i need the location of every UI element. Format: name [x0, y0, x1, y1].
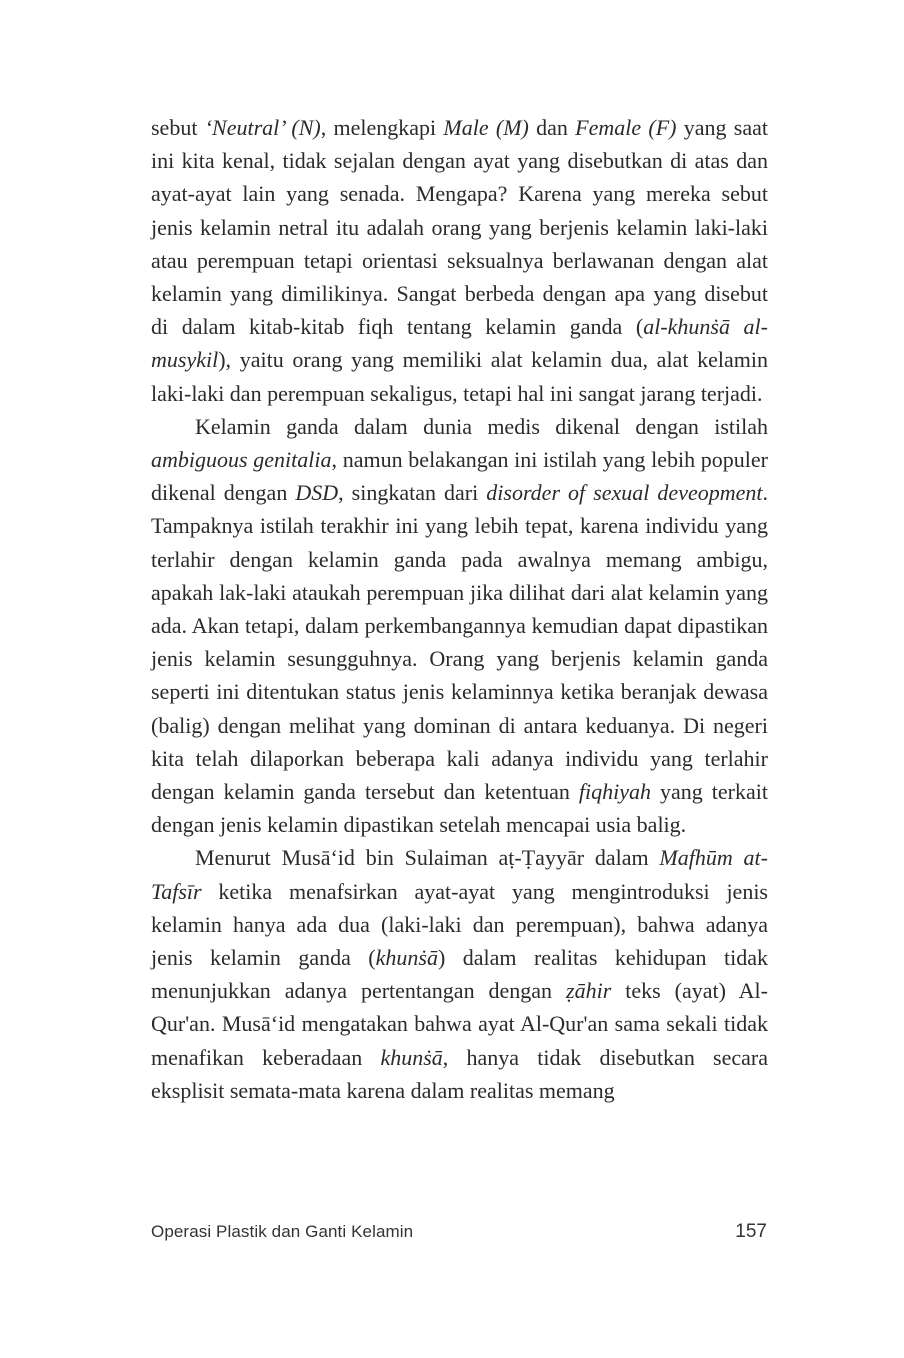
text-run: , singkatan dari: [338, 480, 487, 506]
italic-term: Mafhūm at-Tafsīr: [151, 845, 768, 904]
italic-term: Female (F): [575, 115, 677, 140]
running-footer-title: Operasi Plastik dan Ganti Kelamin: [151, 1222, 414, 1241]
italic-term: Male (M): [443, 115, 529, 140]
italic-term: ẓāhir: [566, 978, 612, 1004]
text-run: yang saat ini kita kenal, tidak sejalan dengan ayat yang disebutkan di atas dan ayat-ayat lain yang senada. Mengapa? Karena yang mereka sebut jenis kelamin netral itu adalah orang yang berjenis kelamin laki-laki atau perempuan tetapi orientasi seksualnya berlawanan dengan alat kelamin yang dimilikinya. Sangat berbeda dengan apa yang disebut di dalam kitab-kitab fiqh tentang kelamin ganda (: [151, 115, 768, 340]
page-number: 157: [735, 1221, 767, 1242]
italic-term: khunṡā: [375, 945, 438, 971]
text-run: ), yaitu orang yang memiliki alat kelamin dua, alat kelamin laki-laki dan perempuan sekaligus, tetapi hal ini sangat jarang terjadi.: [151, 347, 768, 406]
text-run: ketika menafsirkan ayat-ayat yang mengintroduksi jenis kelamin hanya ada dua (laki-laki dan perempuan), bahwa adanya jenis kelamin ganda (: [151, 878, 768, 971]
text-run: Menurut Musā‘id bin Sulaiman aṭ-Ṭayyār dalam: [195, 845, 660, 871]
paragraph-2: [151, 410, 768, 842]
italic-term: fiqhiyah: [578, 779, 652, 805]
text-run: dan: [528, 115, 576, 140]
body-text: [151, 111, 768, 1107]
text-run: . Tampaknya istilah terakhir ini yang lebih tepat, karena individu yang terlahir dengan kelamin ganda pada awalnya memang ambigu, apakah lak-laki ataukah perempuan jika dilihat dari alat kelamin yang ada. Akan tetapi, dalam perkembangannya kemudian dapat dipastikan jenis kelamin sesungguhnya. Orang yang berjenis kelamin ganda seperti ini ditentukan status jenis kelaminnya ketika beranjak dewasa (balig) dengan melihat yang dominan di antara keduanya. Di negeri kita telah dilaporkan beberapa kali adanya individu yang terlahir dengan kelamin ganda tersebut dan ketentuan: [151, 480, 768, 805]
text-run: Kelamin ganda dalam dunia medis dikenal dengan istilah: [195, 413, 768, 439]
text-run: sebut: [151, 115, 205, 140]
italic-term: khunṡā: [380, 1044, 443, 1070]
text-run: teks (ayat) Al-Qur'an. Musā‘id mengatakan bahwa ayat Al-Qur'an sama sekali tidak menafikan keberadaan: [151, 978, 768, 1070]
italic-term: al-khunṡā al-musykil: [151, 314, 768, 373]
italic-term: DSD: [295, 480, 339, 506]
italic-term: ‘Neutral’ (N): [204, 115, 321, 140]
paragraph-3: [151, 841, 768, 1107]
italic-term: disorder of sexual deveopment: [486, 480, 763, 506]
text-run: ) dalam realitas kehidupan tidak menunjukkan adanya pertentangan dengan: [151, 945, 769, 1004]
text-run: , melengkapi: [320, 115, 444, 140]
text-run: , hanya tidak disebutkan secara eksplisit semata-mata karena dalam realitas memang: [151, 1044, 769, 1103]
text-run: , namun belakangan ini istilah yang lebih populer dikenal dengan: [151, 447, 768, 506]
paragraph-1: [151, 111, 768, 410]
text-run: yang terkait dengan jenis kelamin dipastikan setelah mencapai usia balig.: [151, 779, 768, 838]
italic-term: ambiguous genitalia: [151, 447, 332, 473]
